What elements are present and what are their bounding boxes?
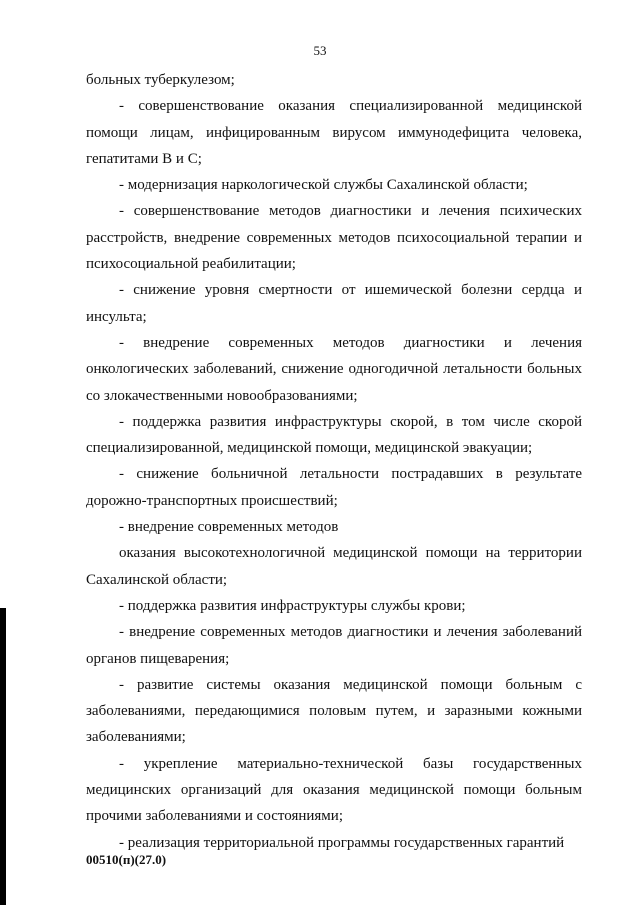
paragraph: - снижение уровня смертности от ишемической болезни сердца и инсульта;	[86, 282, 582, 325]
paragraph: оказания высокотехнологичной медицинской помощи на территории Сахалинской области;	[86, 545, 582, 588]
paragraph: - укрепление материально-технической базы государственных медицинских организаций для оказания медицинской помощи больным прочими заболеваниями и состояниями;	[86, 755, 582, 825]
paragraph: - совершенствование оказания специализированной медицинской помощи лицам, инфицированным вирусом иммунодефицита человека, гепатитами В и С;	[86, 98, 582, 167]
paragraph: больных туберкулезом;	[86, 72, 235, 88]
paragraph: - модернизация наркологической службы Сахалинской области;	[119, 177, 528, 194]
paragraph: - реализация территориальной программы государственных гарантий	[119, 834, 565, 851]
page-number: 53	[313, 43, 327, 58]
paragraph: - поддержка развития инфраструктуры службы крови;	[119, 597, 466, 614]
paragraph: - внедрение современных методов	[119, 519, 339, 536]
paragraph: - внедрение современных методов диагностики и лечения заболеваний органов пищеварения;	[86, 624, 582, 667]
paragraph: - поддержка развития инфраструктуры скорой, в том числе скорой специализированной, медицинской помощи, медицинской эвакуации;	[86, 413, 582, 457]
paragraph: - развитие системы оказания медицинской помощи больным с заболеваниями, передающимися половым путем, и заразными кожными заболеваниями;	[86, 676, 582, 746]
document-code: 00510(п)(27.0)	[86, 852, 167, 867]
paragraph: - внедрение современных методов диагностики и лечения онкологических заболеваний, снижение одногодичной летальности больных со злокачественными новообразованиями;	[86, 334, 582, 404]
scan-edge-mark	[0, 608, 6, 905]
paragraph: - совершенствование методов диагностики и лечения психических расстройств, внедрение современных методов психосоциальной терапии и психосоциальной реабилитации;	[86, 203, 582, 273]
paragraph: - снижение больничной летальности пострадавших в результате дорожно-транспортных происшествий;	[86, 466, 582, 509]
document-body	[86, 67, 582, 856]
